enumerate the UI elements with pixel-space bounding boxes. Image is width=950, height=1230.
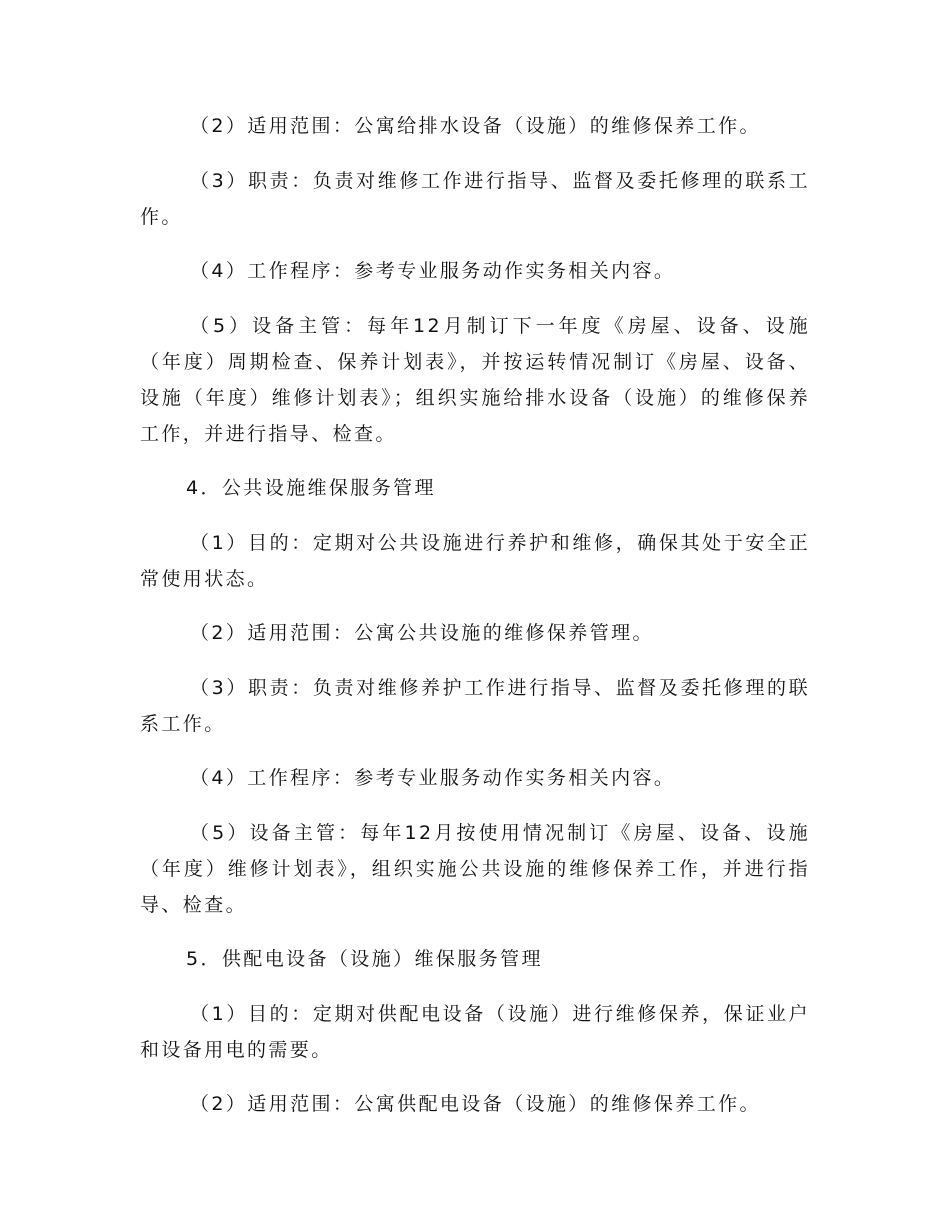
paragraph-procedure-public: （4）工作程序：参考专业服务动作实务相关内容。: [190, 767, 676, 789]
paragraph-duty-public: （3）职责：负责对维修养护工作进行指导、监督及委托修理的联系工作。: [140, 676, 810, 735]
paragraph-scope-power: （2）适用范围：公寓供配电设备（设施）的维修保养工作。: [190, 1093, 761, 1115]
section-heading-power-supply: 5．供配电设备（设施）维保服务管理: [186, 948, 543, 970]
section-heading-public-facilities: 4．公共设施维保服务管理: [186, 477, 436, 499]
document-body: [140, 108, 810, 1141]
paragraph-procedure-water: （4）工作程序：参考专业服务动作实务相关内容。: [190, 260, 676, 282]
paragraph-supervisor-water: （5）设备主管：每年12月制订下一年度《房屋、设备、设施（年度）周期检查、保养计划表》，并按运转情况制订《房屋、设备、设施（年度）维修计划表》；组织实施给排水设备（设施）的维修保养工作，并进行指导、检查。: [140, 314, 810, 445]
paragraph-scope-public: （2）适用范围：公寓公共设施的维修保养管理。: [190, 622, 654, 644]
paragraph-supervisor-public: （5）设备主管：每年12月按使用情况制订《房屋、设备、设施（年度）维修计划表》，组织实施公共设施的维修保养工作，并进行指导、检查。: [140, 821, 810, 916]
paragraph-scope-water: （2）适用范围：公寓给排水设备（设施）的维修保养工作。: [190, 115, 761, 137]
paragraph-purpose-public: （1）目的：定期对公共设施进行养护和维修，确保其处于安全正常使用状态。: [140, 531, 810, 590]
paragraph-purpose-power: （1）目的：定期对供配电设备（设施）进行维修保养，保证业户和设备用电的需要。: [140, 1002, 810, 1061]
paragraph-duty-water: （3）职责：负责对维修工作进行指导、监督及委托修理的联系工作。: [140, 169, 810, 228]
